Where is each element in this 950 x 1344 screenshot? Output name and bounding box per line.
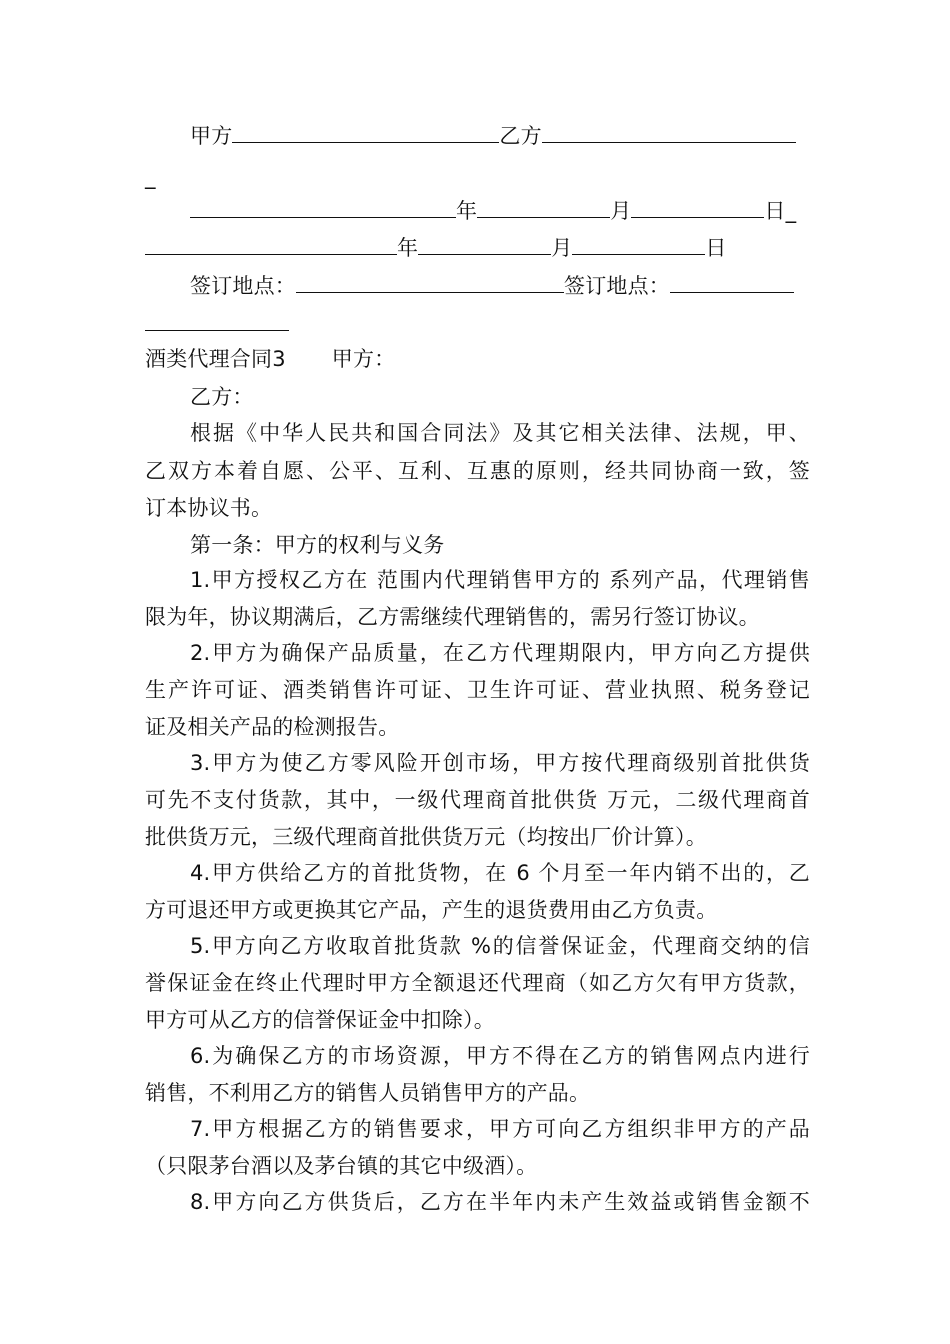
clause-number: 5. — [190, 934, 211, 958]
clause-text: 甲方为使乙方零风险开创市场，甲方按代理商级别首批供货 — [210, 751, 810, 775]
clause-4-line: 方可退还甲方或更换其它产品，产生的退货费用由乙方负责。 — [145, 898, 718, 922]
contract-party-b: 乙方： — [190, 385, 254, 409]
clause-text: 甲方向乙方供货后，乙方在半年内未产生效益或销售金额不 — [210, 1190, 810, 1214]
date-line-b — [145, 232, 810, 263]
clause-7-line: （只限茅台酒以及茅台镇的其它中级酒）。 — [145, 1154, 538, 1178]
party-a-label: 甲方 — [190, 124, 233, 148]
month-label: 月 — [610, 199, 632, 223]
party-signature-line — [190, 120, 810, 151]
clause-1-line — [190, 565, 810, 595]
clause-text: 甲方根据乙方的销售要求，甲方可向乙方组织非甲方的产品 — [210, 1117, 810, 1141]
article-1-title: 第一条：甲方的权利与义务 — [190, 533, 445, 557]
date-line-a — [190, 195, 810, 226]
month-label: 月 — [551, 236, 573, 260]
clause-number: 4. — [190, 861, 211, 885]
year-label: 年 — [456, 199, 478, 223]
clause-text: 甲方为确保产品质量，在乙方代理期限内，甲方向乙方提供 — [210, 641, 810, 665]
preamble-line: 根据《中华人民共和国合同法》及其它相关法律、法规，甲、 — [190, 421, 810, 445]
month-blank — [418, 232, 551, 255]
clause-text: 甲方供给乙方的首批货物，在 6 个月至一年内销不出的，乙 — [210, 861, 810, 885]
clause-2-line: 证及相关产品的检测报告。 — [145, 715, 400, 739]
clause-number: 8. — [190, 1190, 211, 1214]
clause-7-line — [190, 1114, 810, 1144]
signing-place-line — [190, 270, 810, 301]
clause-5-line — [190, 931, 810, 961]
clause-text: 为确保乙方的市场资源，甲方不得在乙方的销售网点内进行 — [210, 1044, 810, 1068]
clause-8-line — [190, 1187, 810, 1217]
clause-2-line: 生产许可证、酒类销售许可证、卫生许可证、营业执照、税务登记 — [145, 678, 810, 702]
clause-number: 7. — [190, 1117, 211, 1141]
clause-5-line: 誉保证金在终止代理时甲方全额退还代理商（如乙方欠有甲方货款， — [145, 971, 810, 995]
clause-6-line — [190, 1041, 810, 1071]
party-b-label: 乙方 — [499, 124, 542, 148]
signing-place-label-b: 签订地点： — [564, 274, 670, 298]
clause-2-line — [190, 638, 810, 668]
signing-place-label-a: 签订地点： — [190, 274, 296, 298]
signing-place-blank-c — [145, 308, 289, 331]
clause-number: 1. — [190, 568, 211, 592]
signing-place-blank-b — [670, 270, 794, 293]
contract-heading-line — [145, 344, 810, 374]
year-label: 年 — [397, 236, 419, 260]
year-blank — [190, 195, 456, 218]
day-label: 日 — [764, 199, 786, 223]
signing-place-blank-a — [296, 270, 564, 293]
clause-text: 甲方授权乙方在 范围内代理销售甲方的 系列产品，代理销售 — [210, 568, 810, 592]
day-label: 日 — [705, 236, 727, 260]
contract-title: 酒类代理合同3 — [145, 347, 286, 371]
clause-1-line: 限为年，协议期满后，乙方需继续代理销售的，需另行签订协议。 — [145, 605, 760, 629]
year-blank — [145, 232, 397, 255]
day-blank — [572, 232, 705, 255]
clause-text: 甲方向乙方收取首批货款 %的信誉保证金，代理商交纳的信 — [210, 934, 810, 958]
clause-3-line: 可先不支付货款，其中，一级代理商首批供货 万元，二级代理商首 — [145, 788, 810, 812]
clause-3-line: 批供货万元，三级代理商首批供货万元（均按出厂价计算）。 — [145, 825, 707, 849]
preamble-line: 订本协议书。 — [145, 496, 273, 520]
clause-6-line: 销售，不利用乙方的销售人员销售甲方的产品。 — [145, 1081, 591, 1105]
contract-party-a: 甲方： — [331, 347, 396, 371]
clause-4-line — [190, 858, 810, 888]
clause-5-line: 甲方可从乙方的信誉保证金中扣除）。 — [145, 1008, 495, 1032]
clause-number: 2. — [190, 641, 211, 665]
stray-underscore: _ — [145, 165, 156, 189]
signing-place-continuation — [145, 308, 810, 339]
month-blank — [477, 195, 610, 218]
trailing-underscore: _ — [785, 199, 797, 223]
clause-number: 3. — [190, 751, 211, 775]
clause-3-line — [190, 748, 810, 778]
clause-number: 6. — [190, 1044, 211, 1068]
day-blank — [631, 195, 764, 218]
party-a-blank — [232, 120, 499, 143]
preamble-line: 乙双方本着自愿、公平、互利、互惠的原则，经共同协商一致，签 — [145, 459, 810, 483]
party-b-blank — [542, 120, 796, 143]
